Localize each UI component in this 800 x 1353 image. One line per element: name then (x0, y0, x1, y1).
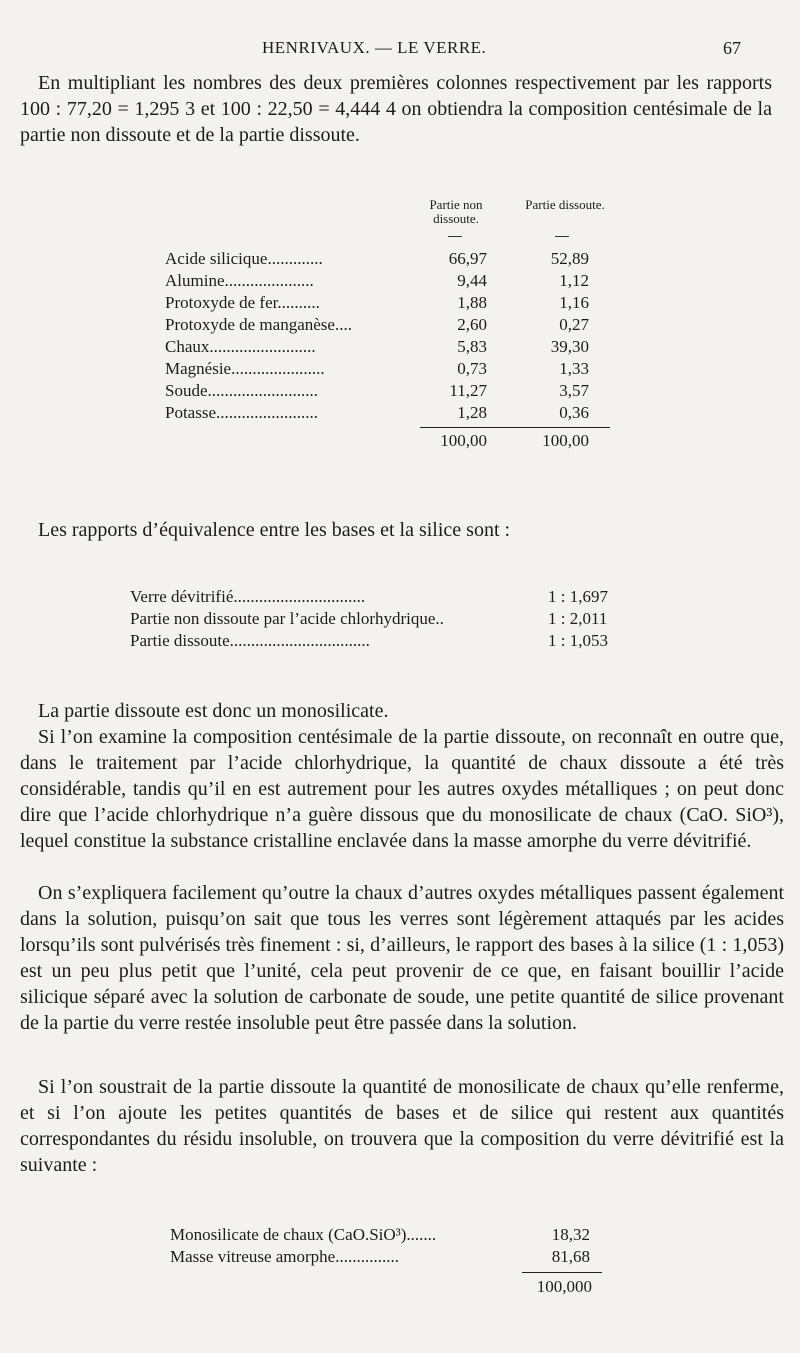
value-dissolved: 3,57 (559, 381, 589, 400)
paragraph-examine: Si l’on examine la composition centésimale de la partie dissoute, on reconnaît en outre que, dans le traitement par l’acide chlorhydrique, la quantité de chaux dissoute a été très considérable, tandis qu’il en est autrement pour les autres oxydes métalliques ; on peut donc dire que l’acide chlorhydrique n’a guère dissous que du monosilicate de chaux (CaO. SiO³), lequel constitue la substance cristalline enclavée dans la masse amorphe du verre dévitrifié. (20, 726, 784, 852)
paragraph-soustrait: Si l’on soustrait de la partie dissoute la quantité de monosilicate de chaux qu’elle renferme, et si l’on ajoute les petites quantités de bases et de silice qui restent aux quantités correspondantes du résidu insoluble, on trouvera que la composition du verre dévitrifié est la suivante : (20, 1076, 784, 1176)
paragraph-intro: En multipliant les nombres des deux premières colonnes respectivement par les rapports 100 : 77,20 = 1,295 3 et 100 : 22,50 = 4,444 4 on obtiendra la composition centésimale de la partie non dissoute et de la partie dissoute. (20, 72, 772, 146)
column-header-dissolved: Partie dissoute. (525, 197, 605, 212)
ratio-label: Partie dissoute................................. (130, 631, 370, 650)
table-row (165, 248, 605, 270)
total-dissolved: 100,00 (542, 431, 589, 450)
table-row (165, 314, 605, 336)
paragraph-conclusion: La partie dissoute est donc un monosilicate. (38, 700, 389, 722)
composition-label: Masse vitreuse amorphe............... (170, 1247, 399, 1266)
ratio-value: 1 : 1,697 (548, 587, 608, 606)
composition-row (170, 1246, 600, 1268)
value-dissolved: 1,16 (559, 293, 589, 312)
paragraph-explain: On s’expliquera facilement qu’outre la chaux d’autres oxydes métalliques passent également dans la solution, puisqu’on sait que tous les verres sont légèrement attaqués par les acides lorsqu’ils sont pulvérisés très finement : si, d’ailleurs, le rapport des bases à la silice (1 : 1,053) est un peu plus petit que l’unité, cela peut provenir de ce que, en faisant bouillir l’acide silicique séparé avec la solution de carbonate de soude, une petite quantité de silice provenant de la partie du verre restée insoluble peut être passée dans la solution. (20, 882, 784, 1034)
value-dissolved: 0,36 (559, 403, 589, 422)
ratio-row (130, 630, 630, 652)
page-number: 67 (723, 38, 741, 58)
column-dash (555, 236, 569, 237)
ratio-value: 1 : 2,011 (548, 609, 608, 628)
composition-label: Monosilicate de chaux (CaO.SiO³)....... (170, 1225, 437, 1244)
value-dissolved: 0,27 (559, 315, 589, 334)
value-non-dissolved: 11,27 (449, 381, 487, 400)
table-row (165, 402, 605, 424)
value-non-dissolved: 2,60 (457, 315, 487, 334)
value-non-dissolved: 5,83 (457, 337, 487, 356)
row-label: Protoxyde de manganèse.... (165, 315, 352, 334)
paragraph-ratios-intro: Les rapports d’équivalence entre les bases et la silice sont : (38, 519, 511, 541)
ratio-value: 1 : 1,053 (548, 631, 608, 650)
table-row (165, 270, 605, 292)
value-non-dissolved: 0,73 (457, 359, 487, 378)
value-non-dissolved: 66,97 (448, 249, 487, 268)
value-dissolved: 52,89 (550, 249, 589, 268)
value-dissolved: 1,33 (559, 359, 589, 378)
sum-rule (522, 1272, 602, 1273)
row-label: Magnésie...................... (165, 359, 325, 378)
table-row (165, 336, 605, 358)
total-non-dissolved: 100,00 (440, 431, 487, 450)
sum-rule (420, 427, 610, 428)
composition-value: 18,32 (551, 1225, 590, 1244)
ratio-row (130, 586, 630, 608)
column-dash (448, 236, 462, 237)
page-header (0, 38, 800, 62)
row-label: Soude.......................... (165, 381, 318, 400)
value-dissolved: 1,12 (559, 271, 589, 290)
row-label: Potasse........................ (165, 403, 318, 422)
ratio-label: Verre dévitrifié............................... (130, 587, 366, 606)
row-label: Alumine..................... (165, 271, 314, 290)
ratio-label: Partie non dissoute par l’acide chlorhydrique.. (130, 609, 444, 628)
ratio-row (130, 608, 630, 630)
value-dissolved: 39,30 (550, 337, 589, 356)
value-non-dissolved: 1,88 (457, 293, 487, 312)
table-row (165, 292, 605, 314)
composition-value: 81,68 (551, 1247, 590, 1266)
table-row (165, 380, 605, 402)
composition-total: 100,000 (536, 1277, 592, 1296)
table-row (165, 358, 605, 380)
value-non-dissolved: 1,28 (457, 403, 487, 422)
row-label: Acide silicique............. (165, 249, 323, 268)
row-label: Protoxyde de fer.......... (165, 293, 320, 312)
row-label: Chaux......................... (165, 337, 316, 356)
column-header-non-dissolved: Partie non dissoute. (429, 197, 483, 226)
composition-row (170, 1224, 600, 1246)
running-title: HENRIVAUX. — LE VERRE. (262, 38, 487, 57)
value-non-dissolved: 9,44 (457, 271, 487, 290)
